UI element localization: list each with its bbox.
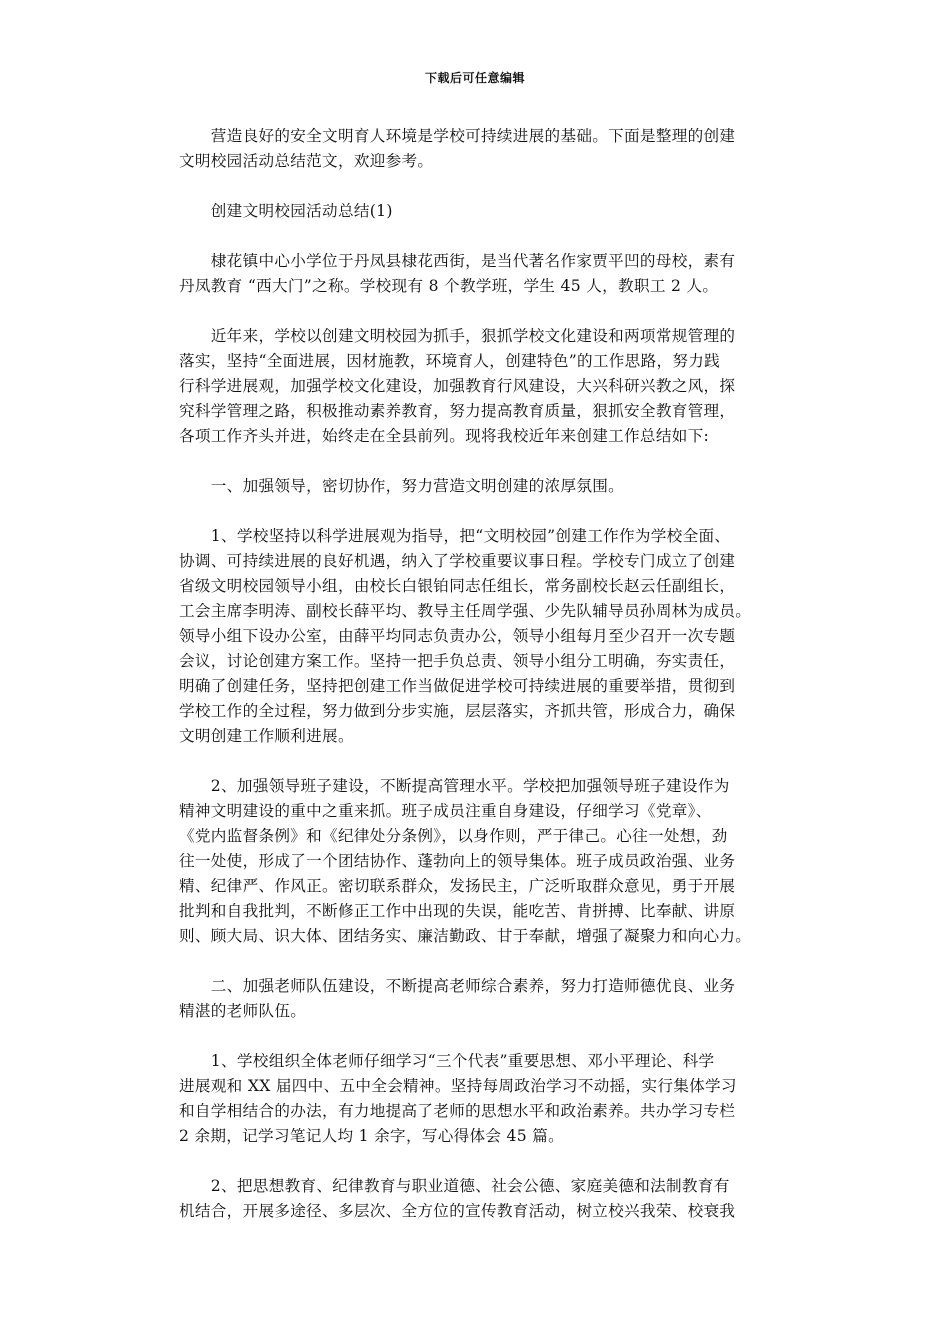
paragraph [179, 324, 775, 449]
paragraph [179, 474, 775, 499]
text-line: 进展观和 XX 届四中、五中全会精神。坚持每周政治学习不动摇，实行集体学习 [179, 1077, 737, 1095]
text-line: 1、学校坚持以科学进展观为指导，把“文明校园”创建工作作为学校全面、 [179, 527, 731, 545]
text-line: 领导小组下设办公室，由薛平均同志负责办公，领导小组每月至少召开一次专题 [179, 627, 736, 645]
text-line: 明确了创建任务，坚持把创建工作当做促进学校可持续进展的重要举措，贯彻到 [179, 677, 736, 695]
text-line: 二、加强老师队伍建设，不断提高老师综合素养，努力打造师德优良、业务 [179, 977, 736, 995]
paragraph [179, 199, 775, 224]
text-line: 文明校园活动总结范文，欢迎参考。 [179, 152, 434, 170]
text-line: 工会主席李明涛、副校长薛平均、教导主任周学强、少先队辅导员孙周林为成员。 [179, 602, 752, 620]
text-line: 《党内监督条例》和《纪律处分条例》，以身作则，严于律己。心往一处想，劲 [179, 827, 728, 845]
text-line: 则、顾大局、识大体、团结务实、廉洁勤政、甘于奉献，增强了凝聚力和向心力。 [179, 927, 752, 945]
text-line: 1、学校组织全体老师仔细学习“三个代表”重要思想、邓小平理论、科学 [179, 1052, 715, 1070]
text-line: 学校工作的全过程，努力做到分步实施，层层落实，齐抓共管，形成合力，确保 [179, 702, 736, 720]
text-line: 棣花镇中心小学位于丹凤县棣花西街，是当代著名作家贾平凹的母校，素有 [179, 252, 736, 270]
text-line: 机结合，开展多途径、多层次、全方位的宣传教育活动，树立校兴我荣、校衰我 [179, 1202, 736, 1220]
text-line: 近年来，学校以创建文明校园为抓手，狠抓学校文化建设和两项常规管理的 [179, 327, 736, 345]
text-line: 往一处使，形成了一个团结协作、蓬勃向上的领导集体。班子成员政治强、业务 [179, 852, 736, 870]
text-line: 2、加强领导班子建设，不断提高管理水平。学校把加强领导班子建设作为 [179, 777, 730, 795]
text-line: 一、加强领导，密切协作，努力营造文明创建的浓厚氛围。 [179, 477, 625, 495]
text-line: 精神文明建设的重中之重来抓。班子成员注重自身建设，仔细学习《党章》、 [179, 802, 712, 820]
text-line: 文明创建工作顺利进展。 [179, 727, 354, 745]
paragraph [179, 1049, 775, 1149]
paragraph [179, 974, 775, 1024]
text-line: 2 余期，记学习笔记人均 1 余字，写心得体会 45 篇。 [179, 1127, 565, 1145]
text-line: 精湛的老师队伍。 [179, 1002, 307, 1020]
text-line: 创建文明校园活动总结(1) [179, 202, 393, 220]
text-line: 批判和自我批判，不断修正工作中出现的失误，能吃苦、肯拼搏、比奉献、讲原 [179, 902, 736, 920]
text-line: 行科学进展观，加强学校文化建设，加强教育行风建设，大兴科研兴教之风，探 [179, 377, 736, 395]
text-line: 和自学相结合的办法，有力地提高了老师的思想水平和政治素养。共办学习专栏 [179, 1102, 736, 1120]
paragraph [179, 249, 775, 299]
text-line: 协调、可持续进展的良好机遇，纳入了学校重要议事日程。学校专门成立了创建 [179, 552, 736, 570]
text-line: 营造良好的安全文明育人环境是学校可持续进展的基础。下面是整理的创建 [179, 127, 736, 145]
text-line: 丹凤教育 “西大门”之称。学校现有 8 个教学班，学生 45 人，教职工 2 人。 [179, 277, 719, 295]
text-line: 落实，坚持“全面进展，因材施教，环境育人，创建特色”的工作思路，努力践 [179, 352, 721, 370]
paragraph [179, 774, 775, 949]
text-line: 精、纪律严、作风正。密切联系群众，发扬民主，广泛听取群众意见，勇于开展 [179, 877, 736, 895]
text-line: 各项工作齐头并进，始终走在全县前列。现将我校近年来创建工作总结如下: [179, 427, 710, 445]
paragraph [179, 124, 775, 174]
text-line: 2、把思想教育、纪律教育与职业道德、社会公德、家庭美德和法制教育有 [179, 1177, 730, 1195]
header-note: 下载后可任意编辑 [424, 71, 525, 85]
document-body [179, 124, 775, 1249]
paragraph [179, 1174, 775, 1224]
text-line: 究科学管理之路，积极推动素养教育，努力提高教育质量，狠抓安全教育管理， [179, 402, 736, 420]
text-line: 会议，讨论创建方案工作。坚持一把手负总责、领导小组分工明确，夯实责任， [179, 652, 736, 670]
paragraph [179, 524, 775, 749]
text-line: 省级文明校园领导小组，由校长白银铂同志任组长，常务副校长赵云任副组长， [179, 577, 736, 595]
